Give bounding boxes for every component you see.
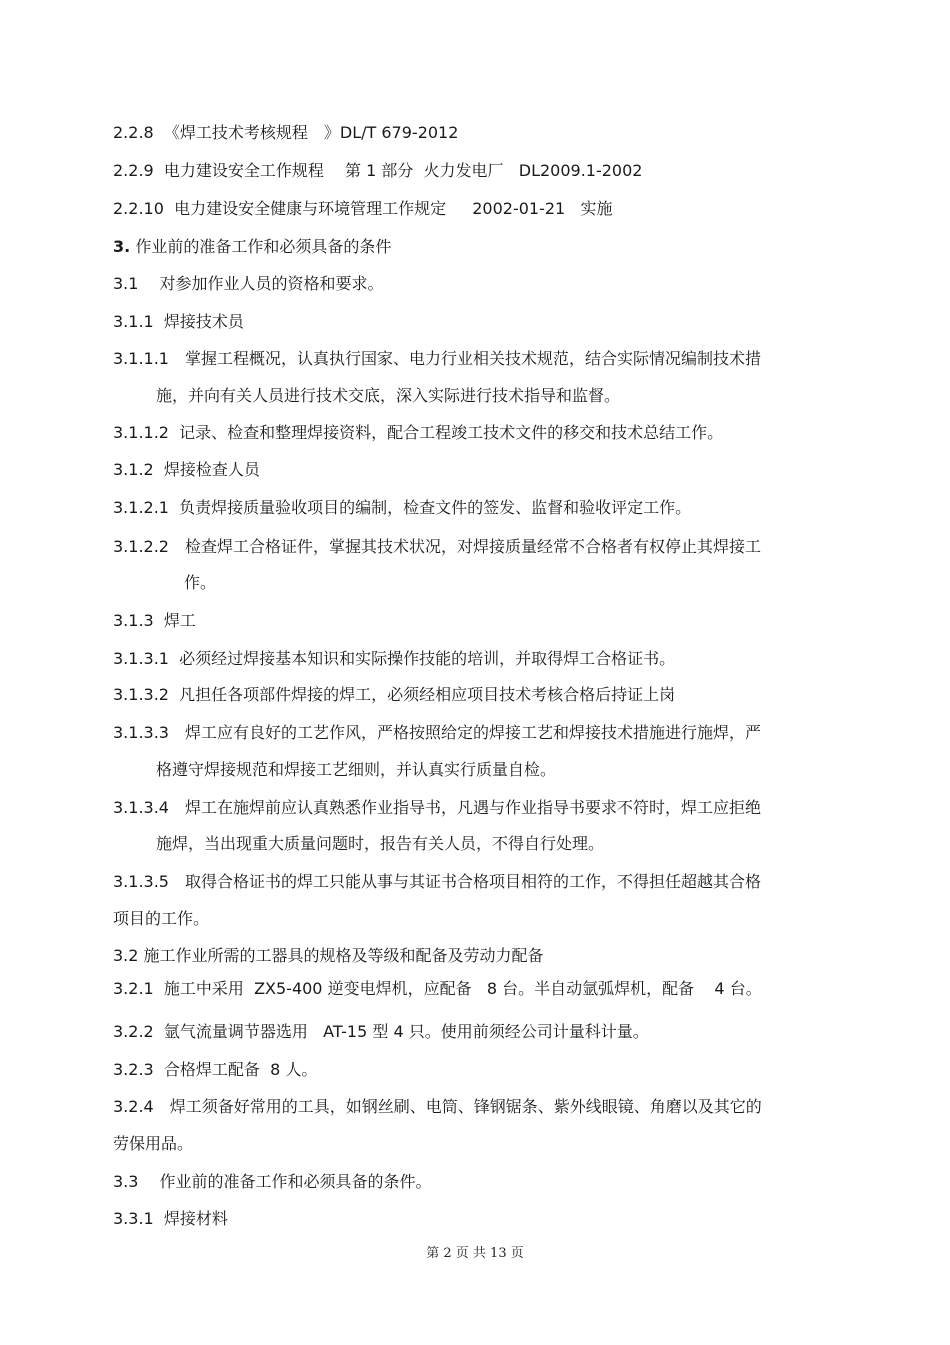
clause-number: 3.1.2 <box>113 460 154 479</box>
clause-3-1-3-2 <box>113 684 675 706</box>
clause-3-1-3 <box>113 610 196 632</box>
clause-3-1-3-1 <box>113 648 675 670</box>
clause-number: 3.2.4 <box>113 1097 154 1116</box>
clause-2-2-9 <box>113 160 642 182</box>
clause-text: 必须经过焊接基本知识和实际操作技能的培训，并取得焊工合格证书。 <box>179 649 676 668</box>
clause-text: 凡担任各项部件焊接的焊工，必须经相应项目技术考核合格后持证上岗 <box>179 685 676 704</box>
clause-3-1-1-1-continued <box>156 385 620 407</box>
clause-text: 劳保用品。 <box>113 1134 194 1153</box>
clause-3-1-3-5-continued <box>113 908 209 930</box>
clause-3-1-1 <box>113 311 244 333</box>
clause-3-2-1 <box>113 978 762 1000</box>
clause-number: 3.1.3.5 <box>113 872 169 891</box>
clause-number: 2.2.9 <box>113 161 154 180</box>
clause-3-1-3-3-continued <box>156 759 556 781</box>
clause-number: 3.1.3.4 <box>113 798 169 817</box>
clause-3-1-2-2-continued <box>184 572 216 594</box>
clause-number: 3.1.2.1 <box>113 498 169 517</box>
clause-text: 掌握工程概况，认真执行国家、电力行业相关技术规范，结合实际情况编制技术措 <box>168 349 761 368</box>
clause-number: 2.2.8 <box>113 123 154 142</box>
clause-text: 焊接检查人员 <box>163 460 260 479</box>
clause-text: 电力建设安全工作规程 第 1 部分 火力发电厂 DL2009.1-2002 <box>163 161 643 180</box>
clause-number: 2.2.10 <box>113 199 164 218</box>
clause-text: 施，并向有关人员进行技术交底，深入实际进行技术指导和监督。 <box>156 386 621 405</box>
clause-2-2-10 <box>113 198 612 220</box>
clause-3-3-1 <box>113 1208 228 1230</box>
clause-number: 3.1.3.2 <box>113 685 169 704</box>
clause-text: 电力建设安全健康与环境管理工作规定 2002-01-21 实施 <box>174 199 613 218</box>
clause-text: 记录、检查和整理焊接资料，配合工程竣工技术文件的移交和技术总结工作。 <box>179 423 724 442</box>
clause-number: 3.1.1.1 <box>113 349 169 368</box>
clause-text: 焊接材料 <box>163 1209 228 1228</box>
clause-text: 作业前的准备工作和必须具备的条件。 <box>143 1172 432 1191</box>
clause-3-2-3 <box>113 1059 317 1081</box>
clause-number: 3.1.3 <box>113 611 154 630</box>
clause-number: 3.2.1 <box>113 979 154 998</box>
clause-number: 3.3 <box>113 1172 139 1191</box>
clause-text: 焊工须备好常用的工具，如钢丝刷、电筒、锋钢锯条、紫外线眼镜、角磨以及其它的 <box>153 1097 762 1116</box>
clause-number: 3.1.3.3 <box>113 723 169 742</box>
clause-3-1-1-1 <box>113 348 761 370</box>
clause-3-2 <box>113 945 544 967</box>
clause-number: 3.3.1 <box>113 1209 154 1228</box>
clause-text: 施焊，当出现重大质量问题时，报告有关人员，不得自行处理。 <box>156 834 605 853</box>
clause-3-2-4-continued <box>113 1133 193 1155</box>
clause-3-2-4 <box>113 1096 762 1118</box>
clause-3-1-1-2 <box>113 422 723 444</box>
clause-3-1-3-4 <box>113 797 761 819</box>
clause-text: 焊接技术员 <box>163 312 244 331</box>
clause-number: 3.2 <box>113 946 139 965</box>
clause-text: 施工作业所需的工器具的规格及等级和配备及劳动力配备 <box>143 946 544 965</box>
clause-text: 负责焊接质量验收项目的编制，检查文件的签发、监督和验收评定工作。 <box>179 498 692 517</box>
clause-3-1-2 <box>113 459 260 481</box>
clause-text: 取得合格证书的焊工只能从事与其证书合格项目相符的工作，不得担任超越其合格 <box>168 872 761 891</box>
clause-text: 焊工 <box>163 611 196 630</box>
clause-number: 3.1.1 <box>113 312 154 331</box>
clause-text: 《焊工技术考核规程 》DL/T 679-2012 <box>163 123 459 142</box>
clause-text: 焊工应有良好的工艺作风，严格按照给定的焊接工艺和焊接技术措施进行施焊，严 <box>168 723 761 742</box>
clause-text: 施工中采用 ZX5-400 逆变电焊机，应配备 8 台。半自动氩弧焊机，配备 4 台。 <box>163 979 762 998</box>
clause-number: 3.1.1.2 <box>113 423 169 442</box>
clause-text: 项目的工作。 <box>113 909 210 928</box>
clause-text: 作业前的准备工作和必须具备的条件 <box>135 237 392 256</box>
clause-number: 3.2.2 <box>113 1022 154 1041</box>
clause-3-1-3-5 <box>113 871 761 893</box>
clause-text: 合格焊工配备 8 人。 <box>163 1060 318 1079</box>
clause-text: 氩气流量调节器选用 AT-15 型 4 只。使用前须经公司计量科计量。 <box>163 1022 649 1041</box>
clause-number: 3. <box>113 237 131 256</box>
clause-3-1-3-4-continued <box>156 833 604 855</box>
clause-number: 3.1.3.1 <box>113 649 169 668</box>
clause-3-3 <box>113 1171 432 1193</box>
clause-3-1-2-1 <box>113 497 691 519</box>
clause-text: 格遵守焊接规范和焊接工艺细则，并认真实行质量自检。 <box>156 760 557 779</box>
clause-number: 3.1 <box>113 274 139 293</box>
clause-text: 检查焊工合格证件，掌握其技术状况，对焊接质量经常不合格者有权停止其焊接工 <box>168 537 761 556</box>
clause-number: 3.2.3 <box>113 1060 154 1079</box>
clause-2-2-8 <box>113 122 458 144</box>
clause-text: 对参加作业人员的资格和要求。 <box>143 274 384 293</box>
clause-3-1-3-3 <box>113 722 761 744</box>
section-3-heading <box>113 236 391 258</box>
clause-text: 焊工在施焊前应认真熟悉作业指导书，凡遇与作业指导书要求不符时，焊工应拒绝 <box>168 798 761 817</box>
clause-number: 3.1.2.2 <box>113 537 169 556</box>
clause-3-1 <box>113 273 384 295</box>
clause-3-1-2-2 <box>113 536 761 558</box>
clause-text: 作。 <box>184 573 217 592</box>
clause-3-2-2 <box>113 1021 649 1043</box>
page-footer: 第 2 页 共 13 页 <box>426 1246 524 1261</box>
